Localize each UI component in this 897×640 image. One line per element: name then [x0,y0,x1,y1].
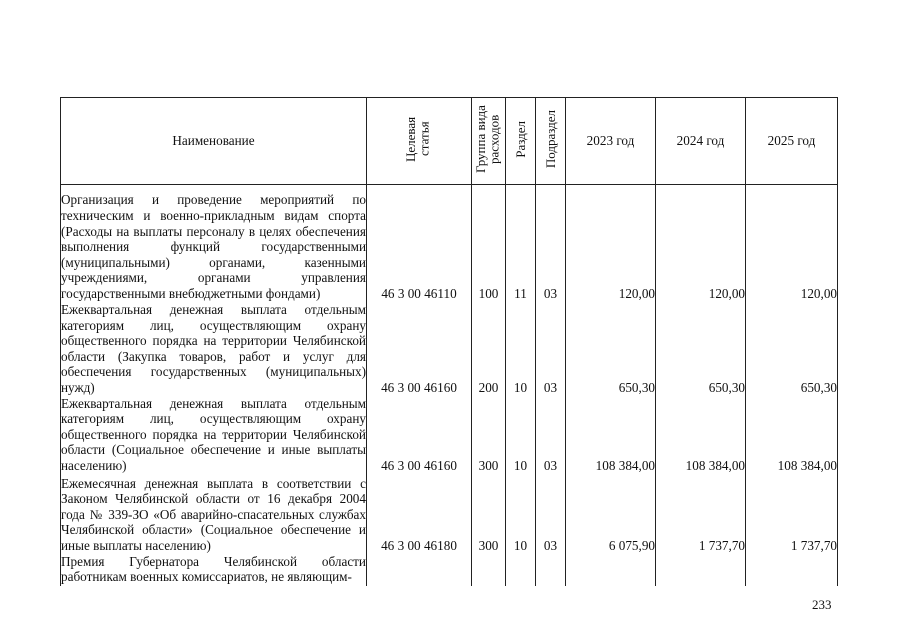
row-2024 [656,554,746,586]
row-2024: 120,00 [656,185,746,302]
row-2025: 108 384,00 [746,396,838,474]
row-target [367,554,472,586]
row-2025 [746,554,838,586]
row-2023: 650,30 [566,302,656,396]
row-2025: 650,30 [746,302,838,396]
row-name: Ежеквартальная денежная выплата отдельным категориям лиц, осуществляющим охрану общественного порядка на территории Челябинской области (Закупка товаров, работ и услуг для обеспечения государственных (муниципальных) нужд) [61,301,366,395]
header-section: Раздел [506,98,536,185]
row-group [472,554,506,586]
row-subsection: 03 [536,474,566,554]
row-name: Премия Губернатора Челябинской области работникам военных комиссариатов, не являющим- [61,553,366,585]
row-subsection: 03 [536,396,566,474]
row-2025: 1 737,70 [746,474,838,554]
row-group: 200 [472,302,506,396]
table-row [61,554,838,586]
table-row [61,396,838,474]
header-target: Целевая статья [367,98,472,185]
row-section: 11 [506,185,536,302]
row-2024: 650,30 [656,302,746,396]
budget-table [60,97,838,586]
row-name: Ежемесячная денежная выплата в соответствии с Законом Челябинской области от 16 декабря 2004 года № 339-ЗО «Об аварийно-спасательных службах Челябинской области» (Социальное обеспечение и иные выплаты населению) [61,474,367,554]
row-group: 300 [472,396,506,474]
row-subsection [536,554,566,586]
row-section: 10 [506,302,536,396]
row-target: 46 3 00 46160 [367,302,472,396]
row-section [506,554,536,586]
row-2023: 108 384,00 [566,396,656,474]
table-row [61,185,838,302]
row-section: 10 [506,396,536,474]
row-name: Ежеквартальная денежная выплата отдельным категориям лиц, осуществляющим охрану общественного порядка на территории Челябинской области (Социальное обеспечение и иные выплаты населению) [61,395,366,473]
table-row [61,474,838,554]
row-target: 46 3 00 46160 [367,396,472,474]
header-name: Наименование [61,98,367,185]
row-name: Организация и проведение мероприятий по техническим и военно-прикладным видам спорта (Расходы на выплаты персоналу в целях обеспечения выполнения функций государственными (муниципальными) органами, казенными учреждениями, органами управления государственными внебюджетными фондами) [61,185,367,302]
row-subsection: 03 [536,302,566,396]
header-subsection: Подраздел [536,98,566,185]
row-2023: 6 075,90 [566,474,656,554]
table-row [61,302,838,396]
header-2025: 2025 год [746,98,838,185]
header-2023: 2023 год [566,98,656,185]
row-section: 10 [506,474,536,554]
header-group: Группа вида расходов [472,98,506,185]
row-2023: 120,00 [566,185,656,302]
row-group: 100 [472,185,506,302]
row-2025: 120,00 [746,185,838,302]
row-2024: 108 384,00 [656,396,746,474]
row-2024: 1 737,70 [656,474,746,554]
row-subsection: 03 [536,185,566,302]
page-number: 233 [812,597,832,612]
row-2023 [566,554,656,586]
row-target: 46 3 00 46110 [367,185,472,302]
table-header-row [61,98,838,185]
row-group: 300 [472,474,506,554]
row-target: 46 3 00 46180 [367,474,472,554]
header-2024: 2024 год [656,98,746,185]
